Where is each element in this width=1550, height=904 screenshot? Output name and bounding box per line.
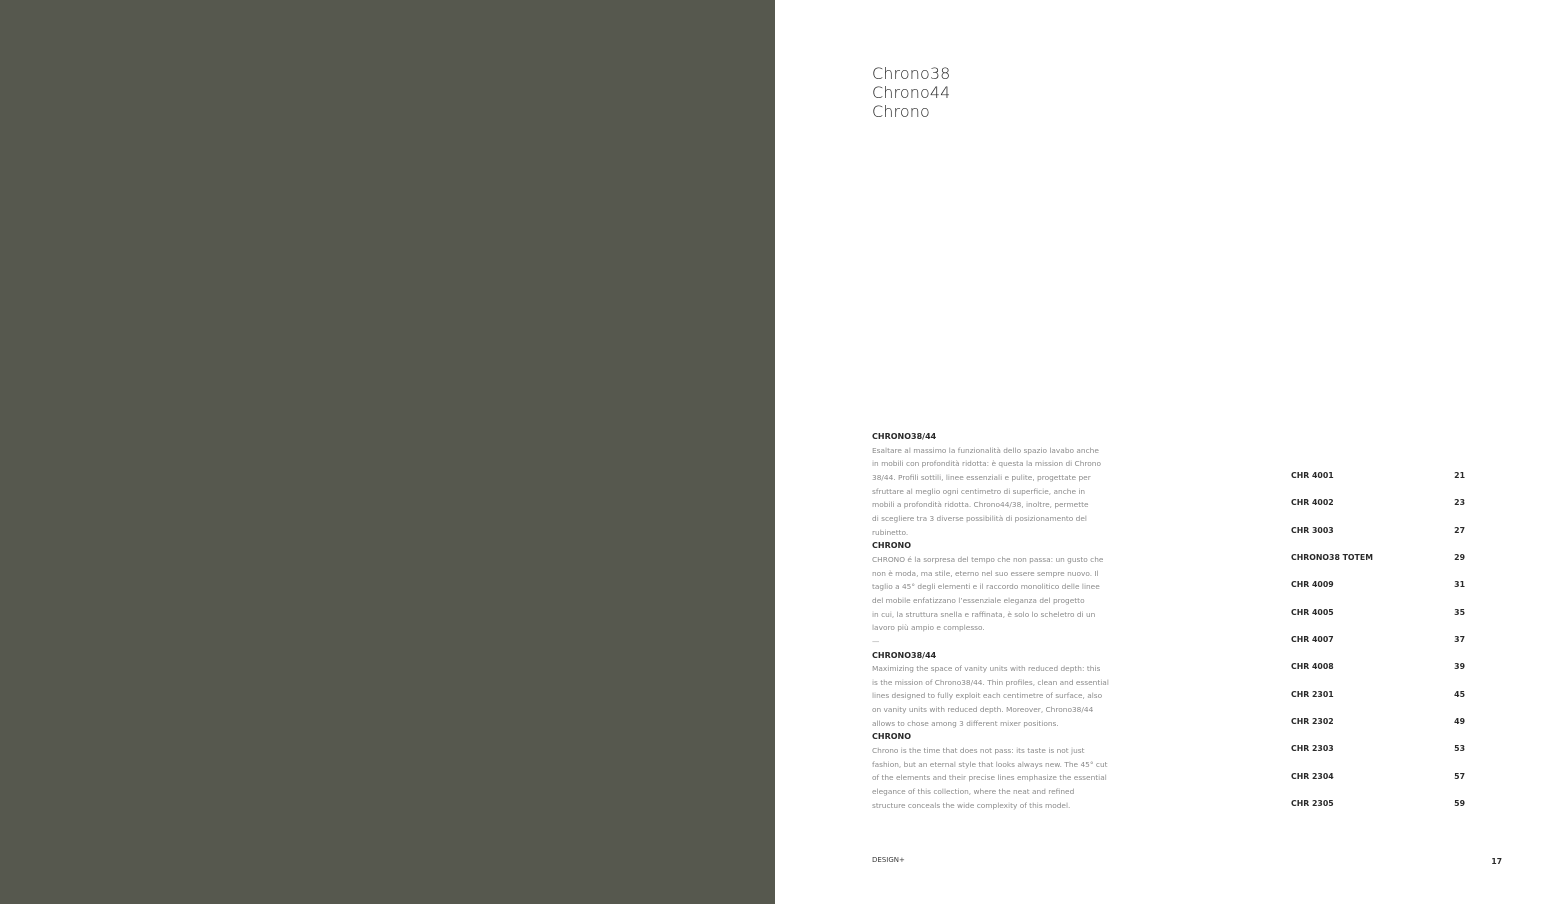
right-page [775,0,1550,904]
product-index [1291,469,1465,824]
title-line-chrono38: Chrono38 [872,64,951,83]
index-row [1291,660,1465,687]
index-page-number: 45 [1454,689,1465,699]
index-page-number: 59 [1454,799,1465,809]
index-code: CHR 3003 [1291,525,1334,535]
text-line: Chrono is the time that does not pass: its taste is not just [872,746,1085,756]
title-line-chrono44: Chrono44 [872,83,951,102]
index-page-number: 53 [1454,744,1465,754]
index-page-number: 35 [1454,607,1465,617]
text-line: in mobili con profondità ridotta: è questa la mission di Chrono [872,459,1101,469]
index-code: CHR 4009 [1291,580,1334,590]
index-row [1291,770,1465,797]
footer-brand: DESIGN+ [872,856,905,864]
index-page-number: 27 [1454,525,1465,535]
index-code: CHR 4001 [1291,471,1334,480]
text-line: del mobile enfatizzano l’essenziale eleganza del progetto [872,595,1085,605]
text-line: lavoro più ampio e complesso. [872,623,985,633]
text-line: CHRONO é la sorpresa del tempo che non passa: un gusto che [872,554,1104,564]
index-code: CHR 2303 [1291,744,1334,754]
text-line: fashion, but an eternal style that looks always new. The 45° cut [872,759,1108,769]
index-row [1291,715,1465,742]
index-page-number: 37 [1454,635,1465,645]
text-line: lines designed to fully exploit each centimetre of surface, also [872,691,1103,701]
text-line: elegance of this collection, where the neat and refined [872,787,1075,797]
text-line: mobili a profondità ridotta. Chrono44/38, inoltre, permette [872,500,1089,510]
text-line: rubinetto. [872,527,909,537]
index-code: CHR 2304 [1291,771,1334,781]
index-row [1291,469,1465,496]
footer-page-number: 17 [1491,857,1502,866]
text-line: Esaltare al massimo la funzionalità dello spazio lavabo anche [872,445,1099,455]
collection-title [872,64,950,121]
index-page-number: 21 [1454,471,1465,480]
index-row [1291,797,1465,824]
index-code: CHR 4005 [1291,607,1334,617]
language-separator: — [872,636,880,646]
index-code: CHR 4008 [1291,662,1334,672]
index-row [1291,742,1465,769]
index-row [1291,688,1465,715]
text-line: Maximizing the space of vanity units with reduced depth: this [872,664,1101,674]
index-row [1291,551,1465,578]
index-row [1291,633,1465,660]
text-line: on vanity units with reduced depth. Moreover, Chrono38/44 [872,705,1094,715]
index-row [1291,496,1465,523]
index-code: CHR 4002 [1291,498,1334,508]
index-page-number: 23 [1454,498,1465,508]
text-line: sfruttare al meglio ogni centimetro di superficie, anche in [872,486,1086,496]
index-code: CHR 2301 [1291,689,1334,699]
text-line: non è moda, ma stile, eterno nel suo essere sempre nuovo. Il [872,568,1099,578]
text-line: di scegliere tra 3 diverse possibilità di posizionamento del [872,513,1087,523]
text-line: is the mission of Chrono38/44. Thin profiles, clean and essential [872,677,1109,687]
text-line: in cui, la struttura snella e raffinata, è solo lo scheletro di un [872,609,1096,619]
section-heading-it-chrono: CHRONO [872,541,912,551]
text-line: structure conceals the wide complexity of this model. [872,800,1071,810]
index-code: CHR 2302 [1291,717,1334,727]
index-code: CHR 2305 [1291,799,1334,809]
text-line: allows to chose among 3 different mixer positions. [872,718,1059,728]
index-page-number: 31 [1454,580,1465,590]
title-line-chrono: Chrono [872,102,930,121]
index-row [1291,606,1465,633]
index-page-number: 39 [1454,662,1465,672]
description-text [872,430,1142,812]
text-line: of the elements and their precise lines emphasize the essential [872,773,1107,783]
section-heading-en-chrono38-44: CHRONO38/44 [872,650,937,660]
index-code: CHR 4007 [1291,635,1334,645]
index-code: CHRONO38 TOTEM [1291,553,1373,563]
section-heading-it-chrono38-44: CHRONO38/44 [872,432,937,441]
index-row [1291,578,1465,605]
index-page-number: 57 [1454,771,1465,781]
text-line: taglio a 45° degli elementi e il raccordo monolitico delle linee [872,582,1100,592]
index-page-number: 49 [1454,717,1465,727]
index-row [1291,524,1465,551]
section-heading-en-chrono: CHRONO [872,732,912,742]
text-line: 38/44. Profili sottili, linee essenziali e pulite, progettate per [872,472,1091,482]
index-page-number: 29 [1454,553,1465,563]
